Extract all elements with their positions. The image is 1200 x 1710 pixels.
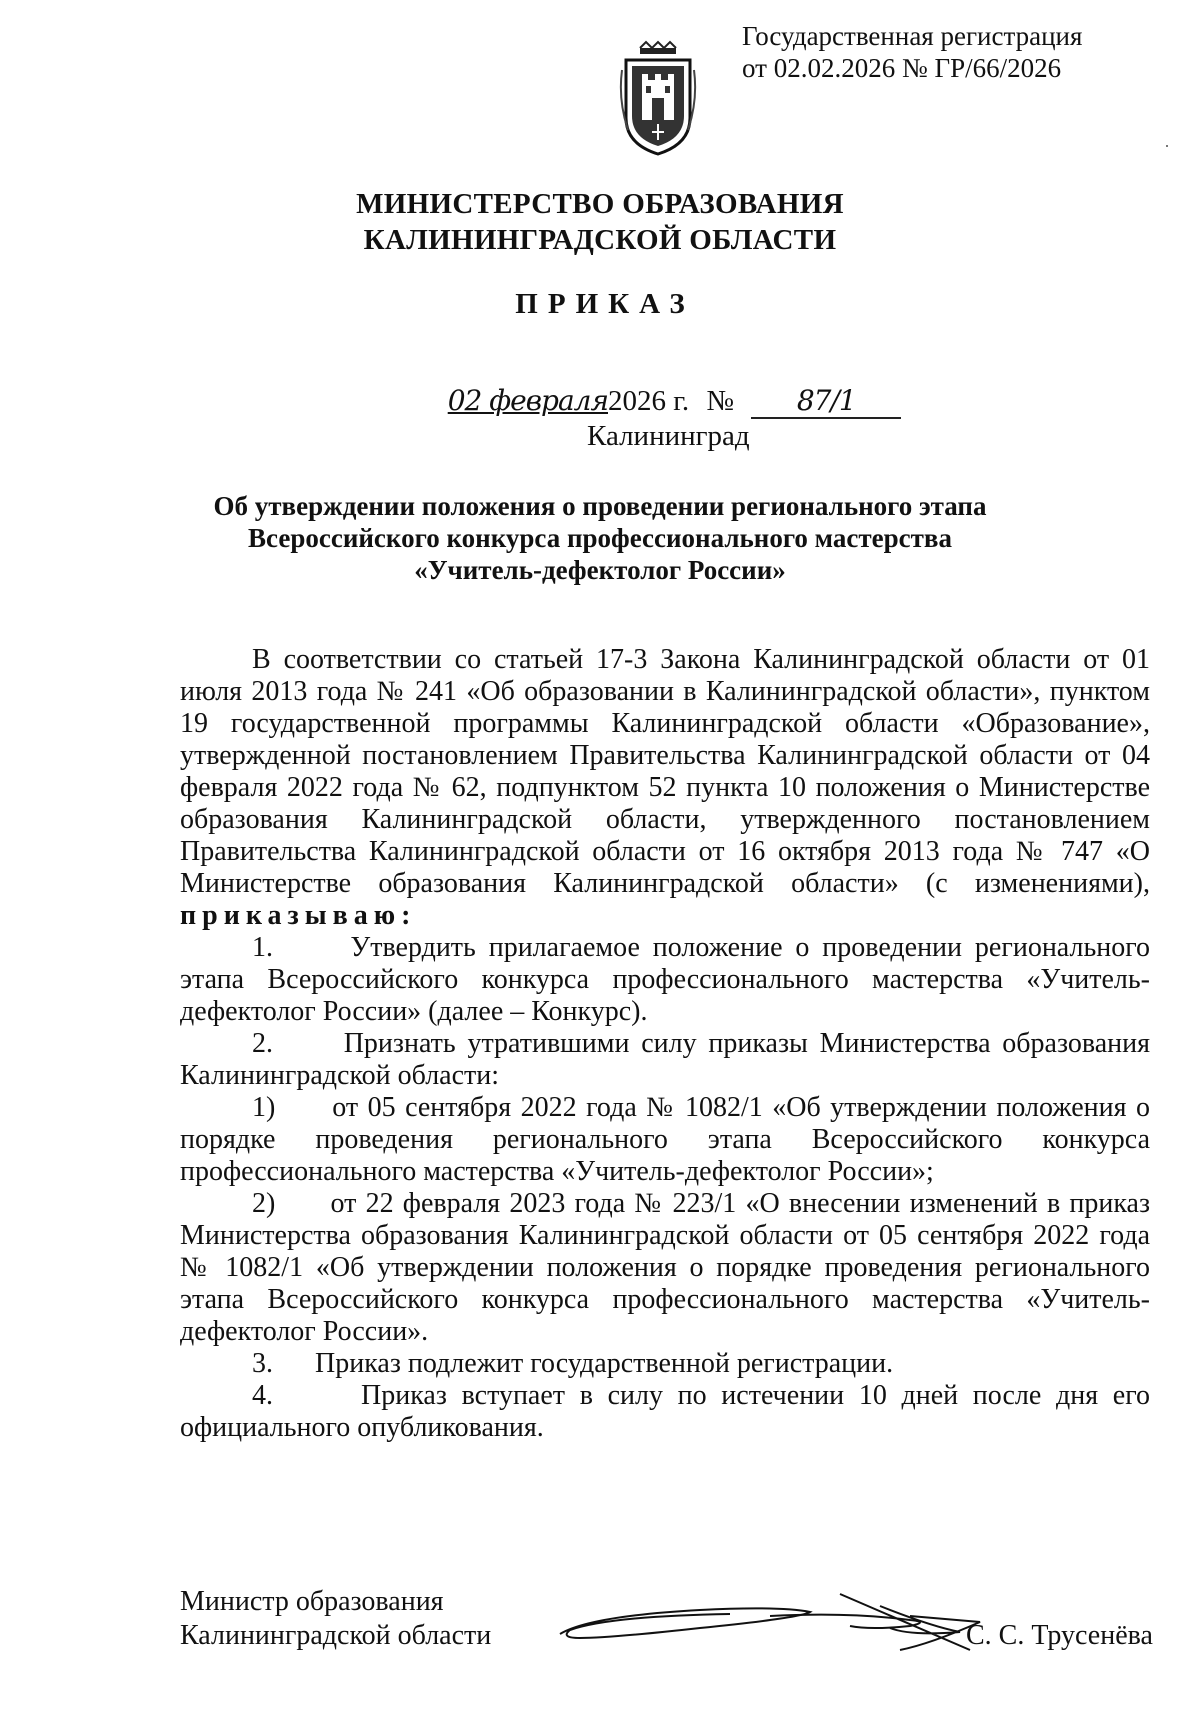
document-type: ПРИКАЗ — [515, 288, 695, 320]
subject-line-3: «Учитель-дефектолог России» — [414, 555, 786, 585]
position-line-2: Калининградской области — [180, 1620, 492, 1651]
city-name: Калининград — [587, 420, 750, 452]
year-text: 2026 г. — [608, 385, 690, 417]
preamble-paragraph — [180, 644, 1150, 932]
ministry-line-2: КАЛИНИНГРАДСКОЙ ОБЛАСТИ — [363, 224, 837, 256]
position-line-1: Министр образования — [180, 1586, 444, 1617]
order-item-3: 3. Приказ подлежит государственной регистрации. — [252, 1348, 894, 1379]
signatory-position — [180, 1585, 491, 1653]
date-number-line — [444, 384, 901, 424]
order-subject — [150, 490, 1050, 586]
signer-name: С. С. Трусенёва — [966, 1620, 1153, 1651]
handwritten-number: 87/1 — [751, 384, 901, 419]
subject-line-2: Всероссийского конкурса профессионального мастерства — [248, 523, 952, 553]
order-word: приказываю: — [180, 900, 417, 931]
subject-line-1: Об утверждении положения о проведении регионального этапа — [213, 491, 987, 521]
order-item-4: 4. Приказ вступает в силу по истечении 10 дней после дня его официального опубликования. — [180, 1380, 1150, 1443]
registration-stamp — [742, 20, 1082, 84]
order-body — [180, 644, 1150, 1444]
ministry-title — [0, 186, 1200, 258]
order-item-1: 1. Утвердить прилагаемое положение о проведении регионального этапа Всероссийского конкурса профессионального мастерства «Учитель-дефектолог России» (далее – Конкурс). — [180, 932, 1150, 1027]
number-sign: № — [706, 385, 735, 417]
order-item-2-2: 2) от 22 февраля 2023 года № 223/1 «О внесении изменений в приказ Министерства образования Калининградской области от 05 сентября 2022 года № 1082/1 «Об утверждении положения о порядке проведения регионального этапа Всероссийского конкурса профессионального мастерства «Учитель-дефектолог России». — [180, 1188, 1150, 1347]
handwritten-date: 02 февраля — [447, 384, 608, 417]
preamble-text: В соответствии со статьей 17-3 Закона Калининградской области от 01 июля 2013 года № 241 «Об образовании в Калининградской области», пунктом 19 государственной программы Калининградской области «Образование», утвержденной постановлением Правительства Калининградской области от 04 февраля 2022 года № 62, подпунктом 52 пункта 10 положения о Министерстве образования Калининградской области, утвержденного постановлением Правительства Калининградской области от 16 октября 2013 года № 747 «О Министерстве образования Калининградской области» (с изменениями), — [180, 644, 1150, 899]
registration-line-2: от 02.02.2026 № ГР/66/2026 — [742, 53, 1062, 83]
coat-of-arms-icon — [618, 40, 698, 158]
order-item-2-1: 1) от 05 сентября 2022 года № 1082/1 «Об утверждении положения о порядке проведения регионального этапа Всероссийского конкурса профессионального мастерства «Учитель-дефектолог России»; — [180, 1092, 1150, 1187]
order-item-2: 2. Признать утратившими силу приказы Министерства образования Калининградской области: — [180, 1028, 1150, 1091]
scan-dot — [1166, 145, 1168, 147]
handwritten-signature-icon — [550, 1586, 1000, 1666]
registration-line-1: Государственная регистрация — [742, 21, 1083, 51]
ministry-line-1: МИНИСТЕРСТВО ОБРАЗОВАНИЯ — [356, 188, 844, 220]
